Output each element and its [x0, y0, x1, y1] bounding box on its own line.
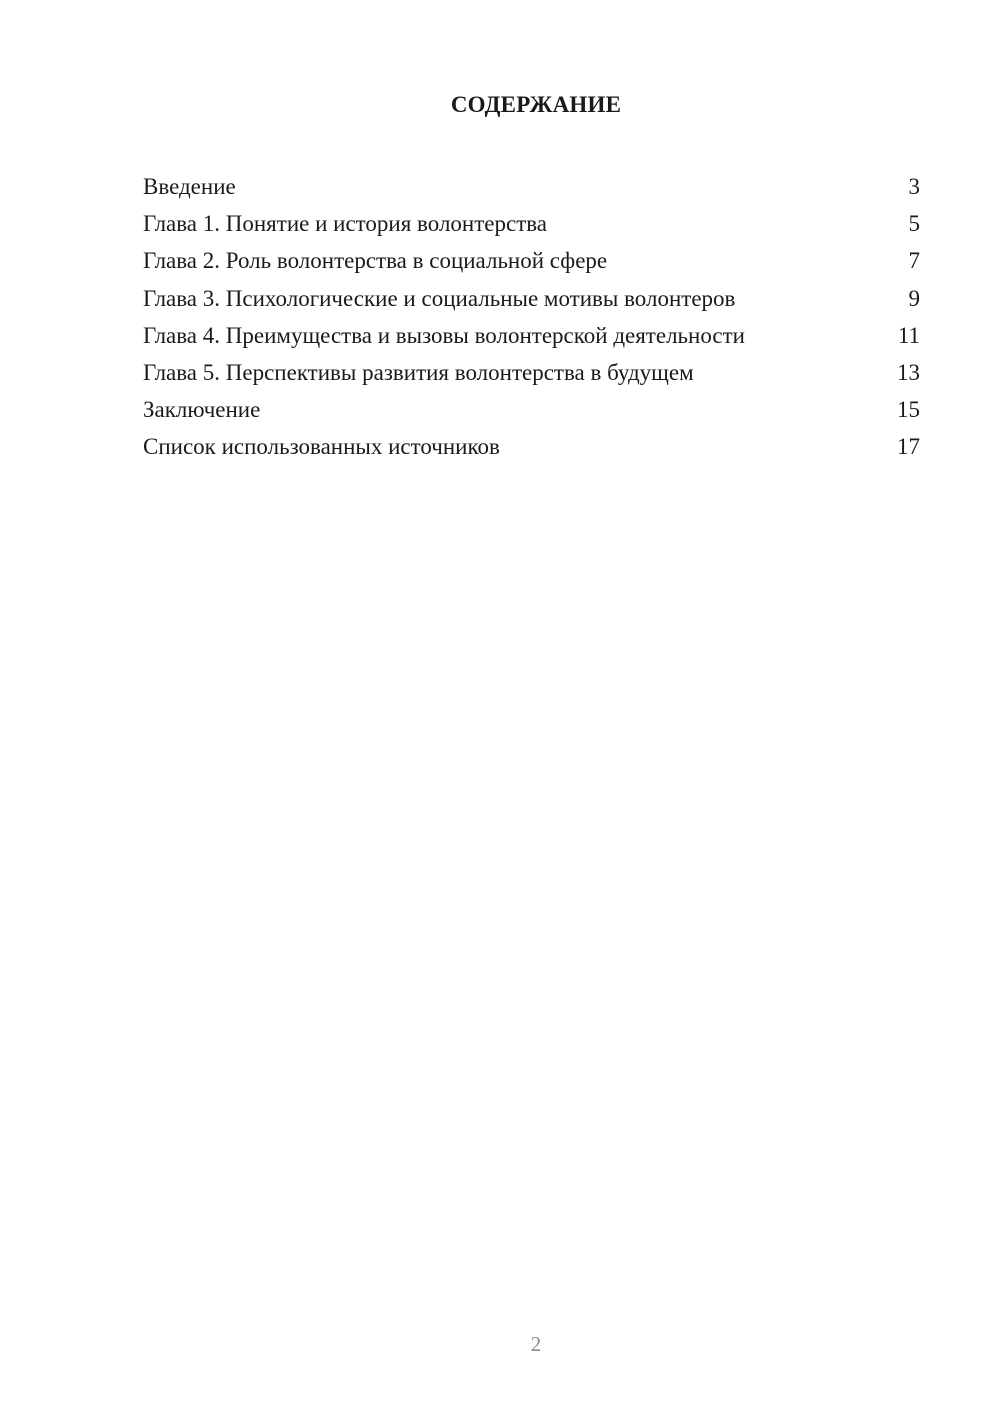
toc-entry-page: 15: [897, 397, 920, 423]
toc-entry-label: Заключение: [143, 397, 261, 423]
toc-entry-label: Глава 1. Понятие и история волонтерства: [143, 211, 548, 237]
toc-entry-conclusion: [143, 391, 920, 428]
toc-entry-page: 7: [908, 248, 920, 274]
toc-entry-page: 11: [897, 322, 920, 348]
toc-entry-page: 13: [897, 359, 920, 385]
toc-entry-label: Введение: [143, 174, 236, 199]
toc-entry-page: 9: [908, 285, 920, 311]
page-number: 2: [530, 1332, 542, 1356]
toc-entry-chapter-2: [143, 242, 920, 279]
toc-entry-references: [143, 428, 920, 465]
toc-entry-chapter-5: [143, 354, 920, 391]
toc-entry-page: 5: [908, 211, 920, 237]
toc-entry-label: Глава 2. Роль волонтерства в социальной сфере: [143, 248, 608, 274]
toc-entry-label: Глава 3. Психологические и социальные мотивы волонтеров: [143, 285, 736, 311]
toc-entry-chapter-4: [143, 317, 920, 354]
toc-entry-chapter-1: [143, 205, 920, 242]
toc-heading: СОДЕРЖАНИЕ: [450, 92, 622, 117]
toc-entry-label: Глава 5. Перспективы развития волонтерства в будущем: [143, 359, 694, 385]
toc-entry-page: 17: [897, 434, 920, 460]
toc-entry-page: 3: [908, 174, 920, 199]
toc-entry-label: Глава 4. Преимущества и вызовы волонтерской деятельности: [143, 322, 745, 348]
toc-entry-label: Список использованных источников: [143, 434, 500, 460]
toc-entry-introduction: [143, 168, 920, 205]
toc-entry-chapter-3: [143, 280, 920, 317]
table-of-contents: [143, 168, 920, 466]
